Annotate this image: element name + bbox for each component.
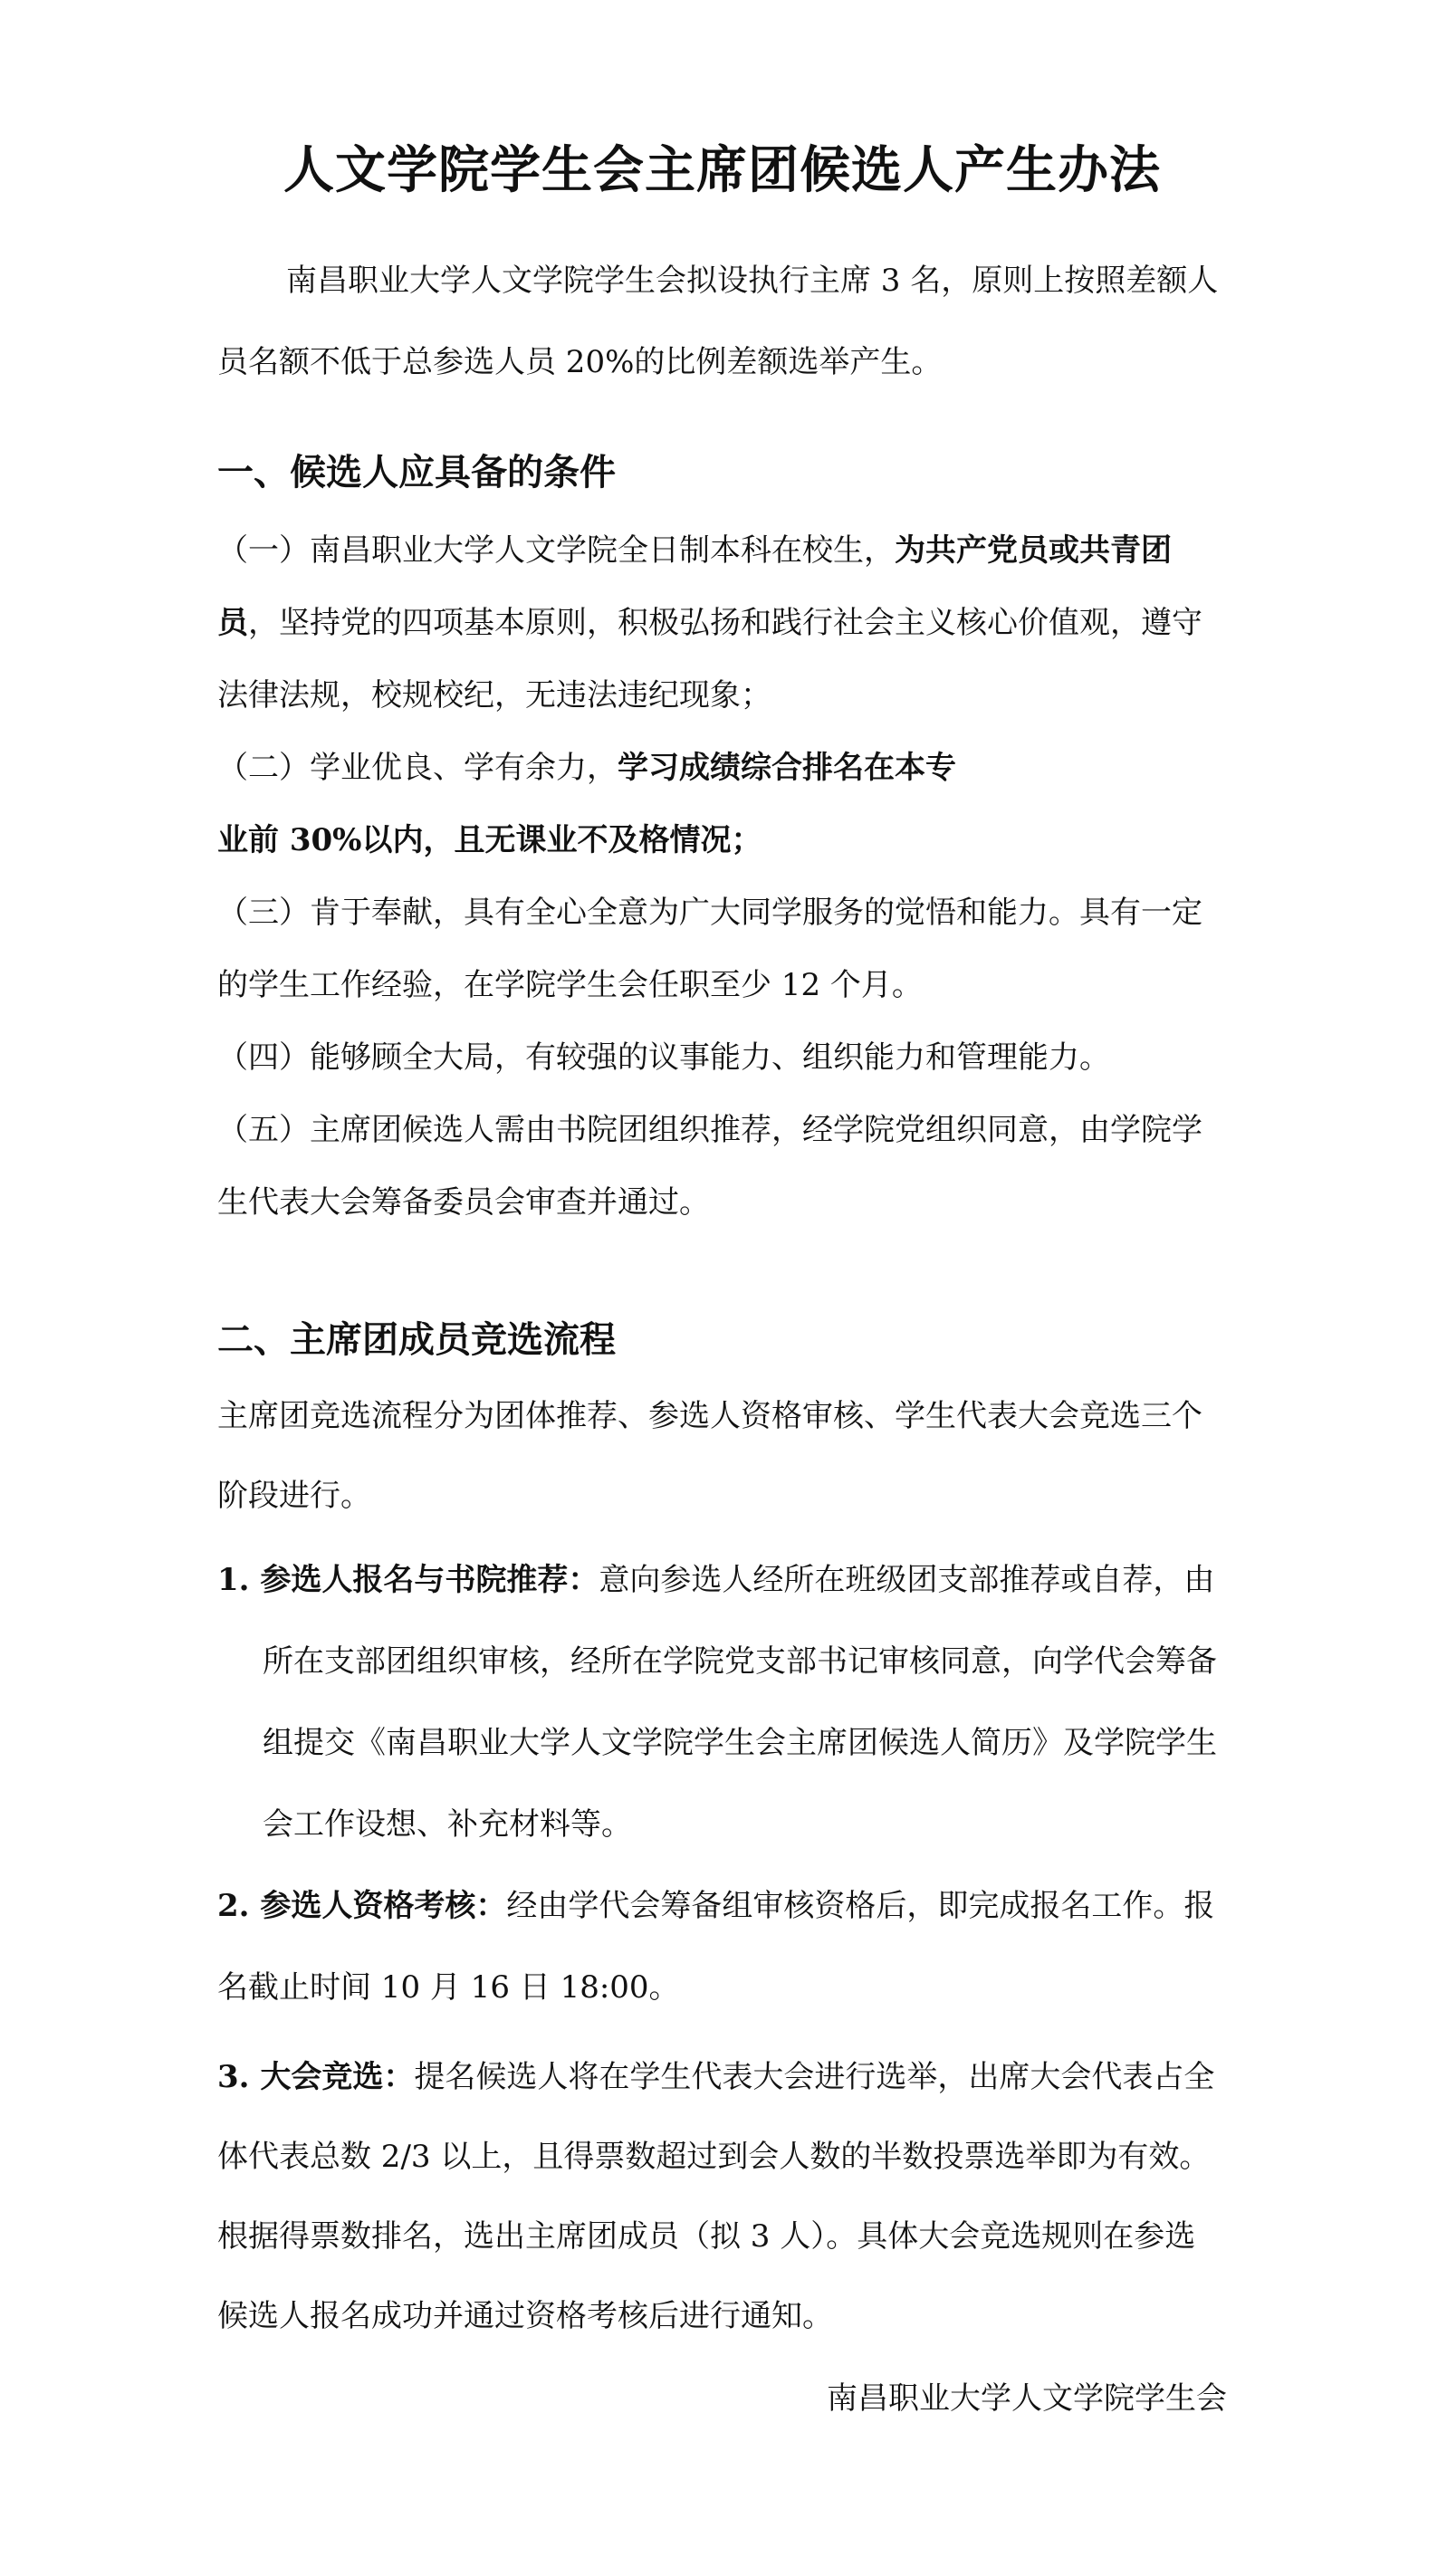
condition-3: （三）肯于奉献，具有全心全意为广大同学服务的觉悟和能力。具有一定的学生工作经验，在学院学生会任职至少 12 个月。 bbox=[217, 895, 1202, 1003]
step-1 bbox=[217, 1539, 1222, 1865]
step-2-text: 经由学代会筹备组审核资格后，即完成报名工作。报名截止时间 10 月 16 日 18:00。 bbox=[217, 1888, 1215, 2006]
section1-heading: 一、候选人应具备的条件 bbox=[217, 452, 616, 493]
step-3-text: 提名候选人将在学生代表大会进行选举，出席大会代表占全体代表总数 2/3 以上，且得票数超过到会人数的半数投票选举即为有效。根据得票数排名，选出主席团成员（拟 3 人）。具体大会竞选规则在参选候选人报名成功并通过资格考核后进行通知。 bbox=[217, 2059, 1215, 2334]
condition-1-prefix: （一）南昌职业大学人文学院全日制本科在校生， bbox=[217, 532, 895, 569]
condition-1-suffix: ，坚持党的四项基本原则，积极弘扬和践行社会主义核心价值观，遵守法律法规，校规校纪，无违法违纪现象； bbox=[217, 605, 1202, 713]
condition-2-bold-line1: 学习成绩综合排名在本专 bbox=[618, 750, 956, 786]
document-title: 人文学院学生会主席团候选人产生办法 bbox=[283, 140, 1161, 200]
condition-1 bbox=[217, 514, 1222, 732]
intro-paragraph: 南昌职业大学人文学院学生会拟设执行主席 3 名，原则上按照差额人员名额不低于总参选人员 20%的比例差额选举产生。 bbox=[217, 263, 1219, 380]
step-2 bbox=[217, 1865, 1222, 2028]
step-3 bbox=[217, 2037, 1222, 2356]
condition-2 bbox=[217, 732, 1222, 876]
condition-5: （五）主席团候选人需由书院团组织推荐，经学院党组织同意，由学院学生代表大会筹备委员会审查并通过。 bbox=[217, 1112, 1202, 1221]
signature: 南昌职业大学人文学院学生会 bbox=[827, 2380, 1227, 2417]
section2-intro: 主席团竞选流程分为团体推荐、参选人资格审核、学生代表大会竞选三个阶段进行。 bbox=[217, 1398, 1202, 1514]
step-1-text: 意向参选人经所在班级团支部推荐或自荐，由所在支部团组织审核，经所在学院党支部书记审核同意，向学代会筹备组提交《南昌职业大学人文学院学生会主席团候选人简历》及学院学生会工作设想、补充材料等。 bbox=[263, 1562, 1217, 1843]
step-3-label: 3. 大会竞选： bbox=[217, 2059, 415, 2095]
condition-1-bold: 为共产党员或共青团员 bbox=[217, 532, 1172, 641]
step-1-label: 1. 参选人报名与书院推荐： bbox=[217, 1562, 599, 1598]
condition-4: （四）能够顾全大局，有较强的议事能力、组织能力和管理能力。 bbox=[217, 1039, 1110, 1076]
document-page bbox=[217, 0, 1227, 2576]
condition-2-bold-line2: 业前 30%以内，且无课业不及格情况； bbox=[217, 822, 762, 858]
condition-2-prefix: （二）学业优良、学有余力， bbox=[217, 750, 618, 786]
section2-heading: 二、主席团成员竞选流程 bbox=[217, 1319, 616, 1361]
step-2-label: 2. 参选人资格考核： bbox=[217, 1888, 507, 1924]
